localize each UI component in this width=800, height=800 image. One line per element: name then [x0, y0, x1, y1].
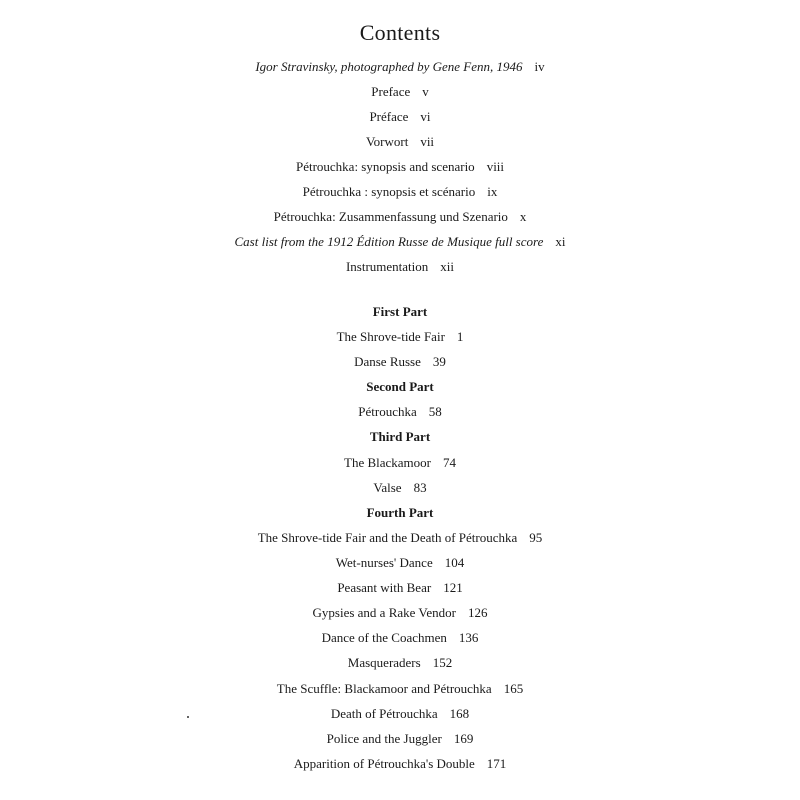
toc-entry-label: Pétrouchka : synopsis et scénario	[302, 184, 476, 199]
toc-entry-page: 165	[503, 681, 524, 696]
toc-entry-label: Danse Russe	[354, 354, 421, 369]
toc-entry-danse-russe[interactable]	[0, 353, 800, 371]
toc-entry-page: 104	[444, 555, 465, 570]
toc-entry-wet-nurses-dance[interactable]	[0, 554, 800, 572]
toc-entry-page: ix	[487, 184, 498, 199]
section-heading-second-part: Second Part	[366, 379, 434, 394]
toc-entry-shrove-tide-fair[interactable]	[0, 328, 800, 346]
toc-entry-label: Dance of the Coachmen	[321, 630, 447, 645]
toc-entry-page: 169	[453, 731, 474, 746]
toc-entry-page: vii	[420, 134, 435, 149]
section-heading-third-part: Third Part	[369, 429, 431, 444]
toc-entry-synopsis-fr[interactable]	[0, 183, 800, 201]
toc-entry-synopsis-de[interactable]	[0, 208, 800, 226]
toc-entry-label: The Shrove-tide Fair and the Death of Pétrouchka	[257, 530, 518, 545]
toc-entry-label: Preface	[371, 84, 411, 99]
toc-entry-page: 74	[443, 455, 456, 470]
toc-entry-page: 168	[449, 706, 470, 721]
toc-entry-cast-list[interactable]	[0, 233, 800, 251]
toc-entry-synopsis-en[interactable]	[0, 158, 800, 176]
scan-speck	[187, 716, 189, 718]
toc-entry-peasant-with-bear[interactable]	[0, 579, 800, 597]
toc-entry-frontispiece[interactable]	[0, 58, 800, 76]
toc-entry-preface[interactable]	[0, 83, 800, 101]
toc-entry-label: Wet-nurses' Dance	[335, 555, 433, 570]
toc-entry-label: Gypsies and a Rake Vendor	[312, 605, 456, 620]
toc-entry-page: viii	[486, 159, 505, 174]
toc-entry-label: Igor Stravinsky, photographed by Gene Fenn, 1946	[255, 59, 523, 74]
toc-entry-page: 171	[486, 756, 507, 771]
toc-entry-label: Instrumentation	[345, 259, 429, 274]
toc-entry-label: The Blackamoor	[344, 455, 431, 470]
toc-entry-page: v	[422, 84, 429, 99]
toc-entry-page: 39	[432, 354, 446, 369]
toc-entry-page: 58	[428, 404, 442, 419]
section-heading-fourth-part: Fourth Part	[366, 505, 434, 520]
toc-entry-label: Police and the Juggler	[326, 731, 442, 746]
toc-entry-label: Death of Pétrouchka	[330, 706, 438, 721]
document-page	[126, 12, 674, 792]
toc-entry-blackamoor[interactable]	[0, 454, 800, 472]
page-title: Contents	[359, 20, 441, 45]
toc-entry-apparition-double[interactable]	[0, 755, 800, 773]
toc-entry-page: vi	[420, 109, 431, 124]
toc-entry-label: Apparition of Pétrouchka's Double	[293, 756, 475, 771]
toc-entry-page: 126	[467, 605, 488, 620]
toc-entry-label: Pétrouchka: synopsis and scenario	[295, 159, 475, 174]
toc-entry-label: Vorwort	[365, 134, 409, 149]
toc-entry-label: Préface	[369, 109, 409, 124]
toc-entry-label: Cast list from the 1912 Édition Russe de Musique full score	[234, 234, 544, 249]
toc-entry-page: 152	[432, 655, 453, 670]
toc-entry-valse[interactable]	[0, 479, 800, 497]
toc-entry-dance-of-coachmen[interactable]	[0, 629, 800, 647]
toc-entry-label: The Scuffle: Blackamoor and Pétrouchka	[276, 681, 492, 696]
toc-entry-masqueraders[interactable]	[0, 654, 800, 672]
toc-entry-label: Peasant with Bear	[337, 580, 432, 595]
toc-entry-page: 95	[529, 530, 543, 545]
toc-entry-page: 136	[458, 630, 479, 645]
toc-entry-page: xi	[555, 234, 566, 249]
toc-entry-label: Pétrouchka	[358, 404, 417, 419]
toc-entry-label: Pétrouchka: Zusammenfassung und Szenario	[273, 209, 508, 224]
toc-entry-page: 1	[456, 329, 464, 344]
toc-entry-page: 121	[443, 580, 463, 595]
toc-entry-the-scuffle[interactable]	[0, 680, 800, 698]
toc-entry-petrouchka[interactable]	[0, 403, 800, 421]
toc-entry-label: Masqueraders	[347, 655, 421, 670]
toc-entry-page: xii	[440, 259, 455, 274]
section-heading-first-part: First Part	[372, 304, 428, 319]
toc-entry-vorwort[interactable]	[0, 133, 800, 151]
toc-entry-police-and-juggler[interactable]	[0, 730, 800, 748]
toc-entry-page: 83	[413, 480, 427, 495]
toc-entry-label: The Shrove-tide Fair	[336, 329, 445, 344]
toc-entry-death-of-petrouchka[interactable]	[0, 705, 800, 723]
toc-entry-fair-and-death[interactable]	[0, 529, 800, 547]
toc-entry-page: x	[519, 209, 527, 224]
toc-entry-label: Valse	[373, 480, 402, 495]
toc-entry-gypsies-rake-vendor[interactable]	[0, 604, 800, 622]
toc-entry-page: iv	[534, 59, 545, 74]
toc-entry-instrumentation[interactable]	[0, 258, 800, 276]
toc-entry-preface-fr[interactable]	[0, 108, 800, 126]
